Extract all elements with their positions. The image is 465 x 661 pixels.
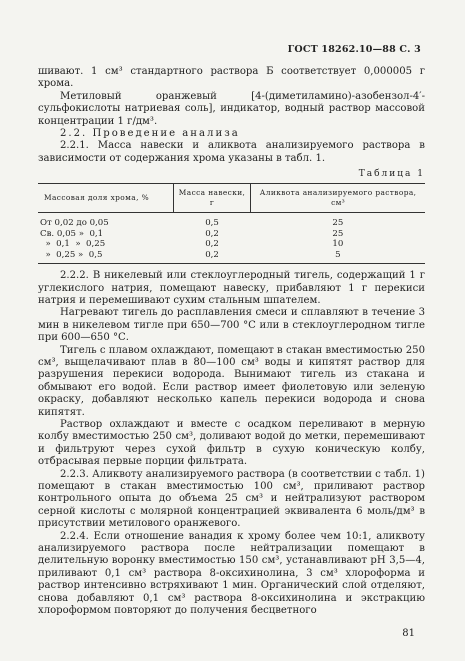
section-heading-2-2: 2.2. Проведение анализа — [60, 128, 240, 140]
paragraph-2-2-3: 2.2.3. Аликвоту анализируемого раствора (в соответствии с табл. 1) помещают в стакан вместимостью 100 см³, приливают раствор контрольного опыта до объема 25 см³ и нейтрализуют раствором серной кислоты с молярной концентрацией эквивалента 6 моль/дм³ в присутствии метилового оранжевого. — [38, 468, 425, 530]
paragraph-continuation: шивают. 1 см³ стандартного раствора Б соответствует 0,000005 г хрома. — [38, 66, 425, 90]
table-header-cell: Массовая доля хрома, % — [38, 183, 173, 213]
table-row — [38, 250, 425, 264]
paragraph-filtering: Раствор охлаждают и вместе с осадком переливают в мерную колбу вместимостью 250 см³, доливают водой до метки, перемешивают и фильтруют через сухой фильтр в сухую коническую колбу, отбрасывая первые порции фильтрата. — [38, 418, 425, 468]
document-body — [38, 66, 425, 617]
table-header-cell: Масса навески, г — [173, 183, 250, 213]
paragraph-indicator: Метиловый оранжевый [4-(диметиламино)-азобензол-4′-сульфокислоты натриевая соль], индикатор, водный раствор массовой концентрации 1 г/дм³. — [38, 90, 425, 127]
paragraph-2-2-1: 2.2.1. Масса навески и аликвота анализируемого раствора в зависимости от содержания хрома указаны в табл. 1. — [38, 140, 425, 164]
table-header-row — [38, 183, 425, 213]
table-cell: 0,5 — [205, 218, 219, 229]
paragraph-2-2-2: 2.2.2. В никелевый или стеклоуглеродный тигель, содержащий 1 г углекислого натрия, помещают навеску, прибавляют 1 г перекиси натрия и перемешивают сухим стальным шпателем. — [38, 270, 425, 306]
table-label: Таблица 1 — [358, 169, 425, 180]
table-row — [38, 213, 425, 229]
table-1 — [38, 183, 425, 264]
table-cell: 25 — [332, 218, 344, 229]
table-cell: » 0,25 » 0,5 — [38, 250, 173, 264]
table-cell: Св. 0,05 » 0,1 — [40, 228, 104, 239]
table-row — [38, 229, 425, 239]
table-cell: 0,2 — [205, 239, 219, 250]
table-cell: 25 — [332, 228, 344, 239]
page-number: 81 — [402, 628, 415, 639]
table-header-cell: Аликвота анализируемого раствора, см³ — [251, 183, 425, 213]
table-cell: 10 — [332, 239, 344, 250]
paragraph-heating: Нагревают тигель до расплавления смеси и сплавляют в течение 3 мин в никелевом тигле при 650—700 °С или в стеклоуглеродном тигле при 600—650 °С. — [38, 307, 425, 344]
table-cell: » 0,1 » 0,25 — [40, 239, 106, 250]
paragraph-2-2-4: 2.2.4. Если отношение ванадия к хрому более чем 10:1, аликвоту анализируемого раствора после нейтрализации помещают в делительную воронку вместимостью 150 см³, устанавливают pH 3,5—4, приливают 0,1 см³ раствора 8-оксихинолина, 3 см³ хлороформа и раствор интенсивно встряхивают 1 мин. Органический слой отделяют, снова добавляют 0,1 см³ раствора 8-оксихинолина и экстракцию хлороформом повторяют до получения бесцветного — [38, 530, 425, 617]
table-row — [38, 239, 425, 249]
table-cell: От 0,02 до 0,05 — [40, 218, 109, 229]
paragraph-cooling: Тигель с плавом охлаждают, помещают в стакан вместимостью 250 см³, выщелачивают плав в 80—100 см³ воды и кипятят раствор для разрушения перекиси водорода. Вынимают тигель из стакана и обмывают его водой. Если раствор имеет фиолетовую или зеленую окраску, добавляют несколько капель перекиси водорода и снова кипятят. — [38, 344, 425, 418]
table-cell: 0,2 — [205, 228, 219, 239]
page-header: ГОСТ 18262.10—88 С. 3 — [287, 44, 421, 55]
table-cell: 0,2 — [173, 250, 250, 264]
table-cell: 5 — [251, 250, 425, 264]
